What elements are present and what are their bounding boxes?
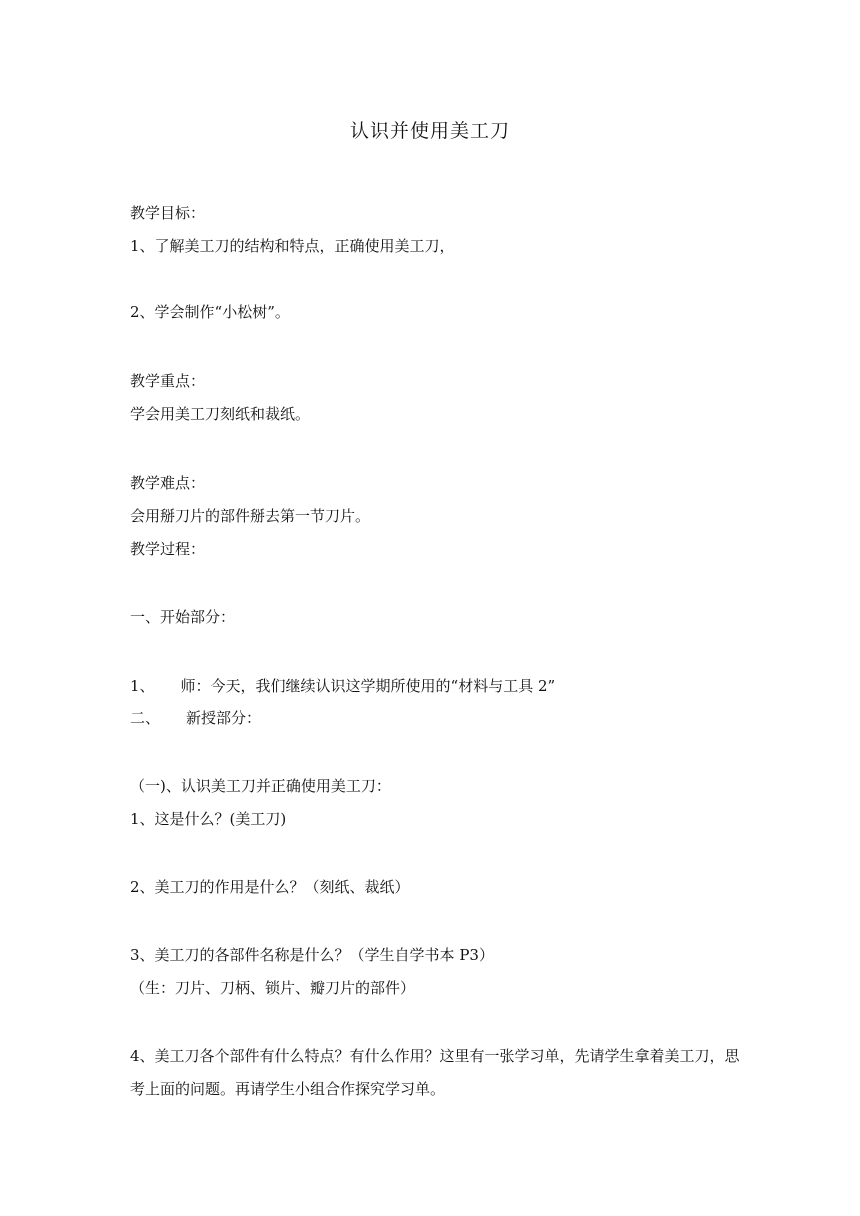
difficulty-text: 会用掰刀片的部件掰去第一节刀片。 (130, 507, 371, 525)
document-title: 认识并使用美工刀 (349, 120, 510, 142)
section-one-item-1 (130, 676, 555, 696)
section-number: 二、 (130, 709, 161, 727)
question-1: 1、这是什么？(美工刀) (130, 810, 287, 828)
section-one-heading: 一、开始部分： (130, 608, 236, 626)
answer-3: （生：刀片、刀柄、锁片、瓣刀片的部件） (130, 979, 416, 997)
key-point-text: 学会用美工刀刻纸和裁纸。 (130, 405, 311, 423)
question-2: 2、美工刀的作用是什么？（刻纸、裁纸） (130, 878, 410, 896)
difficulties-heading: 教学难点： (130, 474, 206, 492)
item-text: 师：今天，我们继续认识这学期所使用的“材料与工具 2” (180, 677, 556, 695)
item-number: 1、 (130, 677, 155, 695)
question-3: 3、美工刀的各部件名称是什么？（学生自学书本 P3） (130, 946, 494, 964)
objective-1: 1、了解美工刀的结构和特点，正确使用美工刀， (130, 237, 455, 255)
subsection-heading: （一)、认识美工刀并正确使用美工刀： (130, 777, 391, 795)
objectives-heading: 教学目标： (130, 204, 206, 222)
section-text: 新授部分： (186, 709, 262, 727)
objective-2: 2、学会制作“小松树”。 (130, 303, 290, 321)
question-4: 4、美工刀各个部件有什么特点？有什么作用？这里有一张学习单，先请学生拿着美工刀，思考上面的问题。再请学生小组合作探究学习单。 (130, 1047, 740, 1098)
section-two-heading (130, 708, 261, 728)
process-heading: 教学过程： (130, 540, 206, 558)
key-points-heading: 教学重点： (130, 372, 206, 390)
